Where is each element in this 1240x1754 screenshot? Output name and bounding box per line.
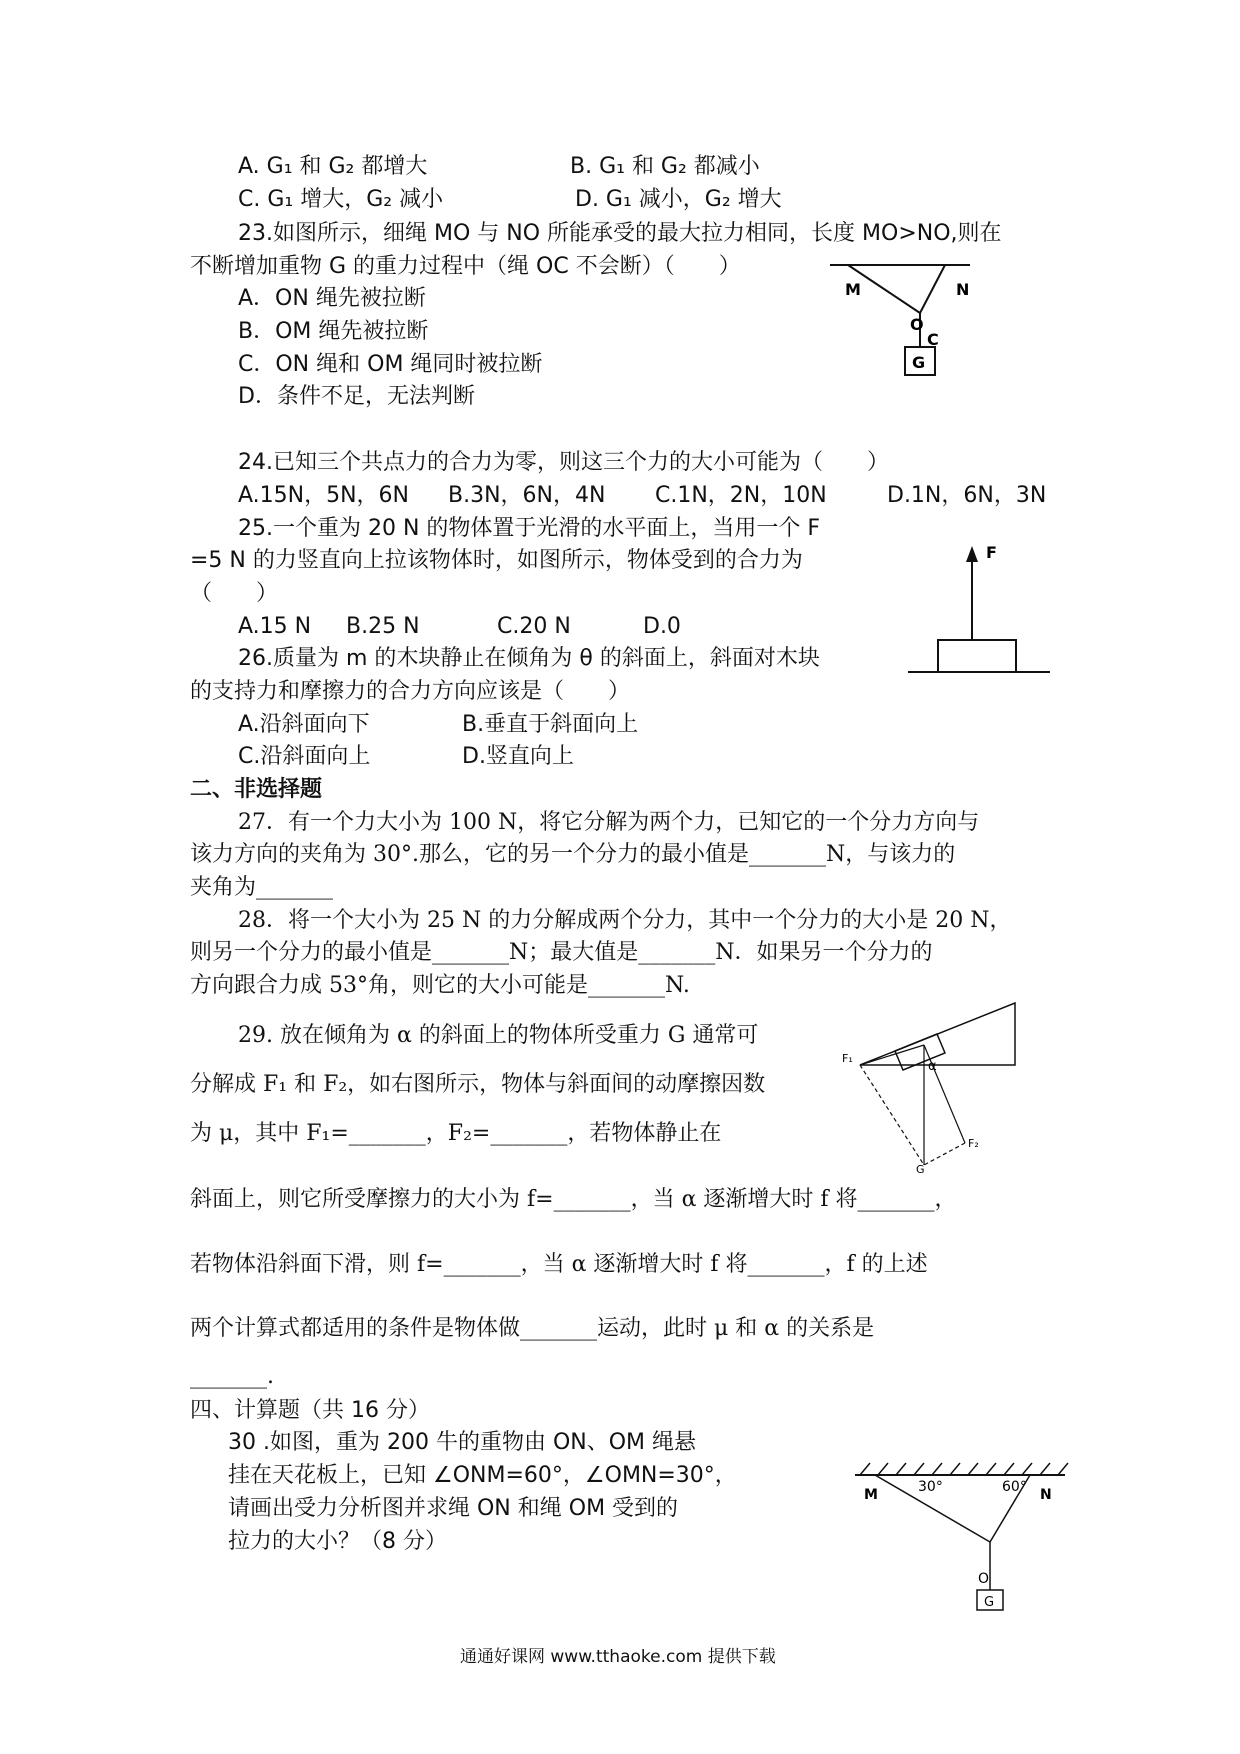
q29-dashed-1 [860, 1065, 924, 1165]
q23-figure [830, 255, 1000, 395]
q22-option-b: B. G₁ 和 G₂ 都减小 [570, 154, 760, 179]
q29-line-5: 若物体沿斜面下滑，则 f=_______，当 α 逐渐增大时 f 将_______，f 的上述 [190, 1252, 928, 1277]
q25-stem-line-2: =5 N 的力竖直向上拉该物体时，如图所示，物体受到的合力为 [190, 548, 803, 573]
q29-line-7: _______. [190, 1364, 274, 1389]
q25-stem-line-1: 25.一个重为 20 N 的物体置于光滑的水平面上，当用一个 F [238, 516, 821, 541]
q24-option-d: D.1N，6N，3N [887, 483, 1047, 508]
q23-stem-line-1: 23.如图所示，细绳 MO 与 NO 所能承受的最大拉力相同，长度 MO>NO,则在 [238, 221, 1002, 246]
q24-stem: 24.已知三个共点力的合力为零，则这三个力的大小可能为（ ） [238, 450, 889, 475]
q26-option-d: D.竖直向上 [462, 744, 574, 769]
q27-line-1: 27．有一个力大小为 100 N，将它分解为两个力，已知它的一个分力方向与 [238, 810, 980, 835]
q25-figure [900, 540, 1060, 680]
q29-line-3: 为 μ，其中 F₁=_______，F₂=_______，若物体静止在 [190, 1121, 722, 1146]
q26-option-b: B.垂直于斜面向上 [462, 712, 639, 737]
q29-label-alpha: α [928, 1059, 937, 1074]
q26-stem-line-2: 的支持力和摩擦力的合力方向应该是（ ） [190, 679, 631, 704]
q25-block [938, 640, 1016, 672]
q28-line-2: 则另一个分力的最小值是_______N；最大值是_______N．如果另一个分力的 [190, 940, 933, 965]
q29-line-6: 两个计算式都适用的条件是物体做_______运动，此时 μ 和 α 的关系是 [190, 1316, 875, 1341]
q30-ceiling-hatching [860, 1463, 1068, 1475]
q28-line-1: 28．将一个大小为 25 N 的力分解成两个分力，其中一个分力的大小是 20 N， [238, 908, 1012, 933]
q23-option-a: A．ON 绳先被拉断 [238, 286, 426, 311]
q23-stem-line-2: 不断增加重物 G 的重力过程中（绳 OC 不会断）（ ） [190, 254, 741, 279]
q25-label-f: F [986, 543, 997, 562]
q22-option-d: D. G₁ 减小，G₂ 增大 [575, 187, 782, 212]
q23-option-d: D．条件不足，无法判断 [238, 384, 475, 409]
section-4-heading: 四、计算题（共 16 分） [190, 1398, 430, 1423]
q24-option-b: B.3N，6N，4N [448, 483, 606, 508]
q27-line-3: 夹角为_______ [190, 875, 334, 900]
q25-option-b: B.25 N [346, 614, 420, 639]
q23-label-o: O [910, 315, 924, 334]
q22-option-a: A. G₁ 和 G₂ 都增大 [238, 154, 428, 179]
q25-diagram [900, 540, 1060, 680]
q26-option-a: A.沿斜面向下 [238, 712, 370, 737]
q30-angle-60: 60° [1002, 1479, 1027, 1495]
q23-label-n: N [956, 280, 970, 299]
q25-option-d: D.0 [643, 614, 681, 639]
q29-line-1: 29. 放在倾角为 α 的斜面上的物体所受重力 G 通常可 [238, 1023, 759, 1048]
footer-text: 通通好课网 www.tthaoke.com 提供下载 [460, 1647, 776, 1667]
q23-option-c: C．ON 绳和 OM 绳同时被拉断 [238, 352, 543, 377]
q30-angle-30: 30° [918, 1479, 943, 1495]
q30-line-2: 挂在天花板上，已知 ∠ONM=60°，∠OMN=30°， [228, 1463, 737, 1488]
q30-line-4: 拉力的大小？（8 分） [228, 1529, 447, 1554]
q24-option-c: C.1N，2N，10N [655, 483, 827, 508]
q23-diagram [830, 255, 1000, 395]
q30-label-o: O [978, 1571, 990, 1587]
q29-dashed-2 [924, 1143, 965, 1165]
q26-option-c: C.沿斜面向上 [238, 744, 371, 769]
q27-line-2: 该力方向的夹角为 30°.那么，它的另一个分力的最小值是_______N，与该力的 [190, 842, 956, 867]
q30-label-g: G [984, 1595, 995, 1610]
q23-label-c: C [927, 330, 939, 349]
q25-option-a: A.15 N [238, 614, 312, 639]
q30-label-n: N [1040, 1487, 1052, 1503]
q29-label-f2: F₂ [968, 1137, 979, 1150]
q25-force-arrowhead [966, 546, 978, 562]
q30-figure [850, 1455, 1075, 1615]
q28-line-3: 方向跟合力成 53°角，则它的大小可能是_______N. [190, 973, 690, 998]
q29-figure [840, 995, 1020, 1175]
q29-f1-arrow [860, 1045, 924, 1065]
q29-label-g: G [916, 1163, 925, 1176]
section-2-heading: 二、非选择题 [190, 777, 323, 802]
q30-label-m: M [864, 1487, 878, 1503]
q24-option-a: A.15N，5N，6N [238, 483, 410, 508]
q23-label-m: M [845, 280, 861, 299]
q30-diagram [850, 1455, 1075, 1615]
q29-label-f1: F₁ [842, 1052, 853, 1065]
q23-option-b: B．OM 绳先被拉断 [238, 319, 429, 344]
q23-rope-no [920, 265, 945, 313]
q29-line-2: 分解成 F₁ 和 F₂，如右图所示，物体与斜面间的动摩擦因数 [190, 1072, 766, 1097]
q30-line-1: 30 .如图，重为 200 牛的重物由 ON、OM 绳悬 [228, 1430, 697, 1455]
q30-line-3: 请画出受力分析图并求绳 ON 和绳 OM 受到的 [228, 1496, 679, 1521]
q29-diagram [840, 995, 1020, 1175]
q25-stem-line-3: （ ） [190, 581, 279, 606]
q22-option-c: C. G₁ 增大，G₂ 减小 [238, 187, 444, 212]
q23-label-g: G [912, 353, 926, 372]
q25-option-c: C.20 N [497, 614, 571, 639]
q29-line-4: 斜面上，则它所受摩擦力的大小为 f=_______，当 α 逐渐增大时 f 将_______， [190, 1187, 957, 1212]
q26-stem-line-1: 26.质量为 m 的木块静止在倾角为 θ 的斜面上，斜面对木块 [238, 646, 820, 671]
